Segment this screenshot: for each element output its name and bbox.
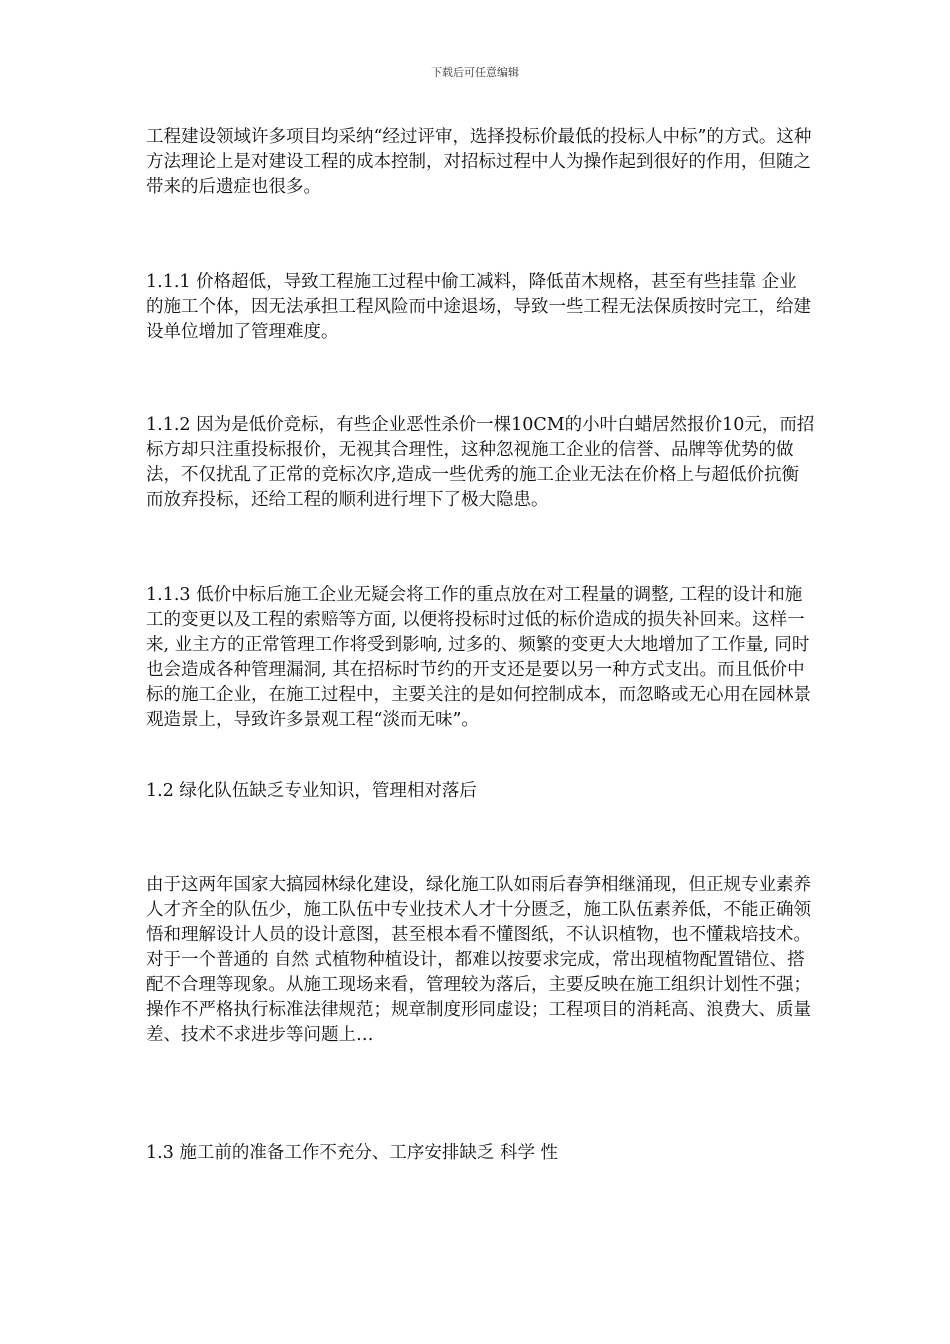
paragraph-intro: 工程建设领域许多项目均采纳“经过评审，选择投标价最低的投标人中标”的方式。这种方法理论上是对建设工程的成本控制，对招标过程中人为操作起到很好的作用，但随之带来的后遗症也很多。 bbox=[146, 127, 812, 197]
paragraph-1-1-2: 1.1.2 因为是低价竞标，有些企业恶性杀价一棵10CM的小叶白蜡居然报价10元，而招标方却只注重投标报价，无视其合理性，这种忽视施工企业的信誉、品牌等优势的做法，不仅扰乱了正常的竞标次序,造成一些优秀的施工企业无法在价格上与超低价抗衡而放弃投标，还给工程的顺利进行埋下了极大隐患。 bbox=[146, 415, 815, 510]
page-header: 下载后可任意编辑 bbox=[431, 66, 519, 79]
section-heading-1-3: 1.3 施工前的准备工作不充分、工序安排缺乏 科学 性 bbox=[146, 1143, 559, 1163]
paragraph-1-1-1: 1.1.1 价格超低，导致工程施工过程中偷工减料，降低苗木规格，甚至有些挂靠 企业 的施工个体，因无法承担工程风险而中途退场，导致一些工程无法保质按时完工，给建设单位增加了管理难度。 bbox=[146, 272, 811, 342]
paragraph-1-1-3: 1.1.3 低价中标后施工企业无疑会将工作的重点放在对工程量的调整, 工程的设计和施工的变更以及工程的索赔等方面, 以便将投标时过低的标价造成的损失补回来。这样一来, 业主方的正常管理工作将受到影响, 过多的、频繁的变更大大地增加了工作量, 同时也会造成各种管理漏洞, 其在招标时节约的开支还是要以另一种方式支出。而且低价中标的施工企业，在施工过程中，主要关注的是如何控制成本，而忽略或无心用在园林景观造景上，导致许多景观工程“淡而无味”。 bbox=[146, 585, 811, 730]
paragraph-1-2-body: 由于这两年国家大搞园林绿化建设，绿化施工队如雨后春笋相继涌现，但正规专业素养人才齐全的队伍少，施工队伍中专业技术人才十分匮乏，施工队伍素养低，不能正确领悟和理解设计人员的设计意图，甚至根本看不懂图纸，不认识植物，也不懂栽培技术。 对于一个普通的 自然 式植物种植设计，都难以按要求完成，常出现植物配置错位、搭配不合理等现象。从施工现场来看，管理较为落后，主要反映在施工组织计划性不强；操作不严格执行标准法律规范；规章制度形同虚设；工程项目的消耗高、浪费大、质量差、技术不求进步等问题上… bbox=[146, 875, 811, 1045]
section-heading-1-2: 1.2 绿化队伍缺乏专业知识，管理相对落后 bbox=[146, 781, 477, 801]
